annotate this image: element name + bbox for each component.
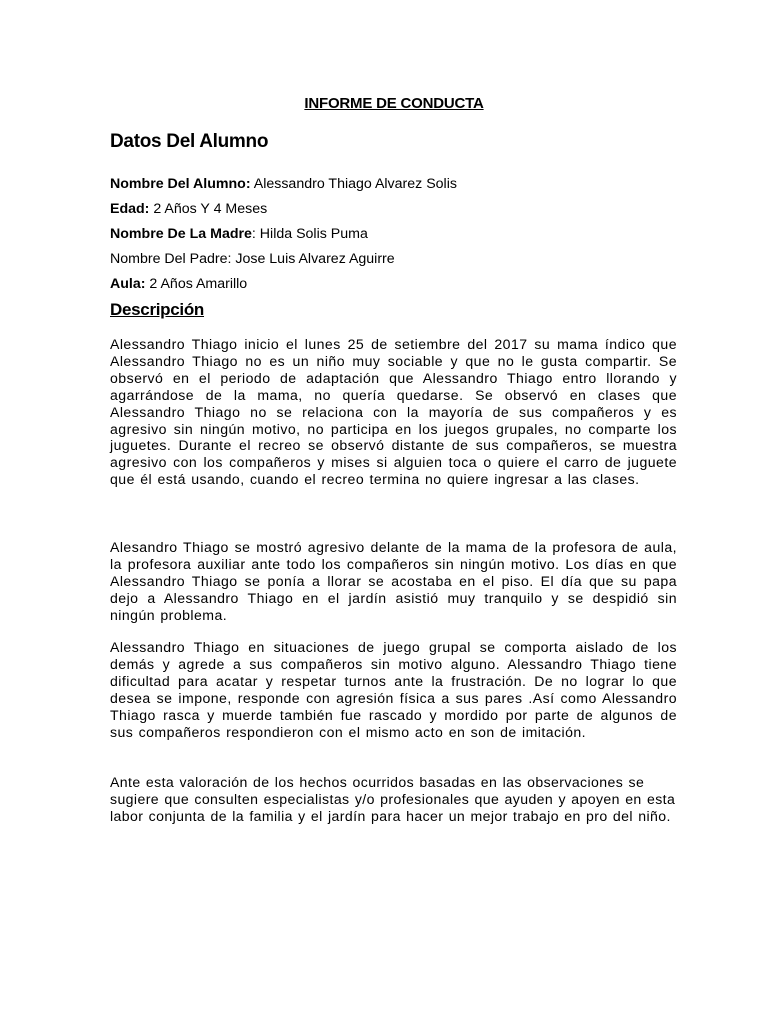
- field-mother-name-label: Nombre De La Madre: [110, 226, 252, 242]
- field-classroom: [110, 275, 247, 293]
- field-classroom-value: 2 Años Amarillo: [145, 276, 248, 292]
- document-title: INFORME DE CONDUCTA: [304, 95, 484, 112]
- field-father-name-label: Nombre Del Padre:: [110, 251, 232, 267]
- field-student-name-value: Alessandro Thiago Alvarez Solis: [250, 176, 457, 192]
- field-classroom-label: Aula:: [110, 276, 146, 292]
- field-student-name: [110, 175, 457, 193]
- description-paragraph-4: Ante esta valoración de los hechos ocurridos basadas en las observaciones se sugiere que consulten especialistas y/o profesionales que ayuden y apoyen en esta labor conjunta de la familia y el jardín para hacer un mejor trabajo en pro del niño.: [110, 774, 676, 824]
- description-paragraph-3: Alessandro Thiago en situaciones de juego grupal se comporta aislado de los demás y agrede a sus compañeros sin motivo alguno. Alessandro Thiago tiene dificultad para acatar y respetar turnos ante la frustración. De no lograr lo que desea se impone, responde con agresión física a sus pares .Así como Alessandro Thiago rasca y muerde también fue rascado y mordido por parte de algunos de sus compañeros respondieron con el mismo acto en son de imitación.: [110, 639, 677, 740]
- field-mother-name: [110, 225, 368, 243]
- student-data-heading: Datos Del Alumno: [110, 131, 269, 152]
- description-paragraph-2: Alesandro Thiago se mostró agresivo delante de la mama de la profesora de aula, la profesora auxiliar ante todo los compañeros sin ningún motivo. Los días en que Alessandro Thiago se ponía a llorar se acostaba en el piso. El día que su papa dejo a Alessandro Thiago en el jardín asistió muy tranquilo y se despidió sin ningún problema.: [110, 539, 677, 623]
- field-age-value: 2 Años Y 4 Meses: [149, 201, 268, 217]
- field-age-label: Edad:: [110, 201, 150, 217]
- field-father-name-value: Jose Luis Alvarez Aguirre: [231, 251, 395, 267]
- field-student-name-label: Nombre Del Alumno:: [110, 176, 251, 192]
- description-paragraph-1: Alessandro Thiago inicio el lunes 25 de setiembre del 2017 su mama índico que Alessandro Thiago no es un niño muy sociable y que no le gusta compartir. Se observó en el periodo de adaptación que Alessandro Thiago entro llorando y agarrándose de la mama, no quería quedarse. Se observó en clases que Alessandro Thiago no se relaciona con la mayoría de sus compañeros y es agresivo sin ningún motivo, no participa en los juegos grupales, no comparte los juguetes. Durante el recreo se observó distante de sus compañeros, se muestra agresivo con los compañeros y mises si alguien toca o quiere el carro de juguete que él está usando, cuando el recreo termina no quiere ingresar a las clases.: [110, 336, 677, 488]
- field-father-name: [110, 250, 395, 268]
- field-age: [110, 200, 267, 218]
- field-mother-name-value: : Hilda Solis Puma: [251, 226, 368, 242]
- description-heading: Descripción: [110, 300, 205, 319]
